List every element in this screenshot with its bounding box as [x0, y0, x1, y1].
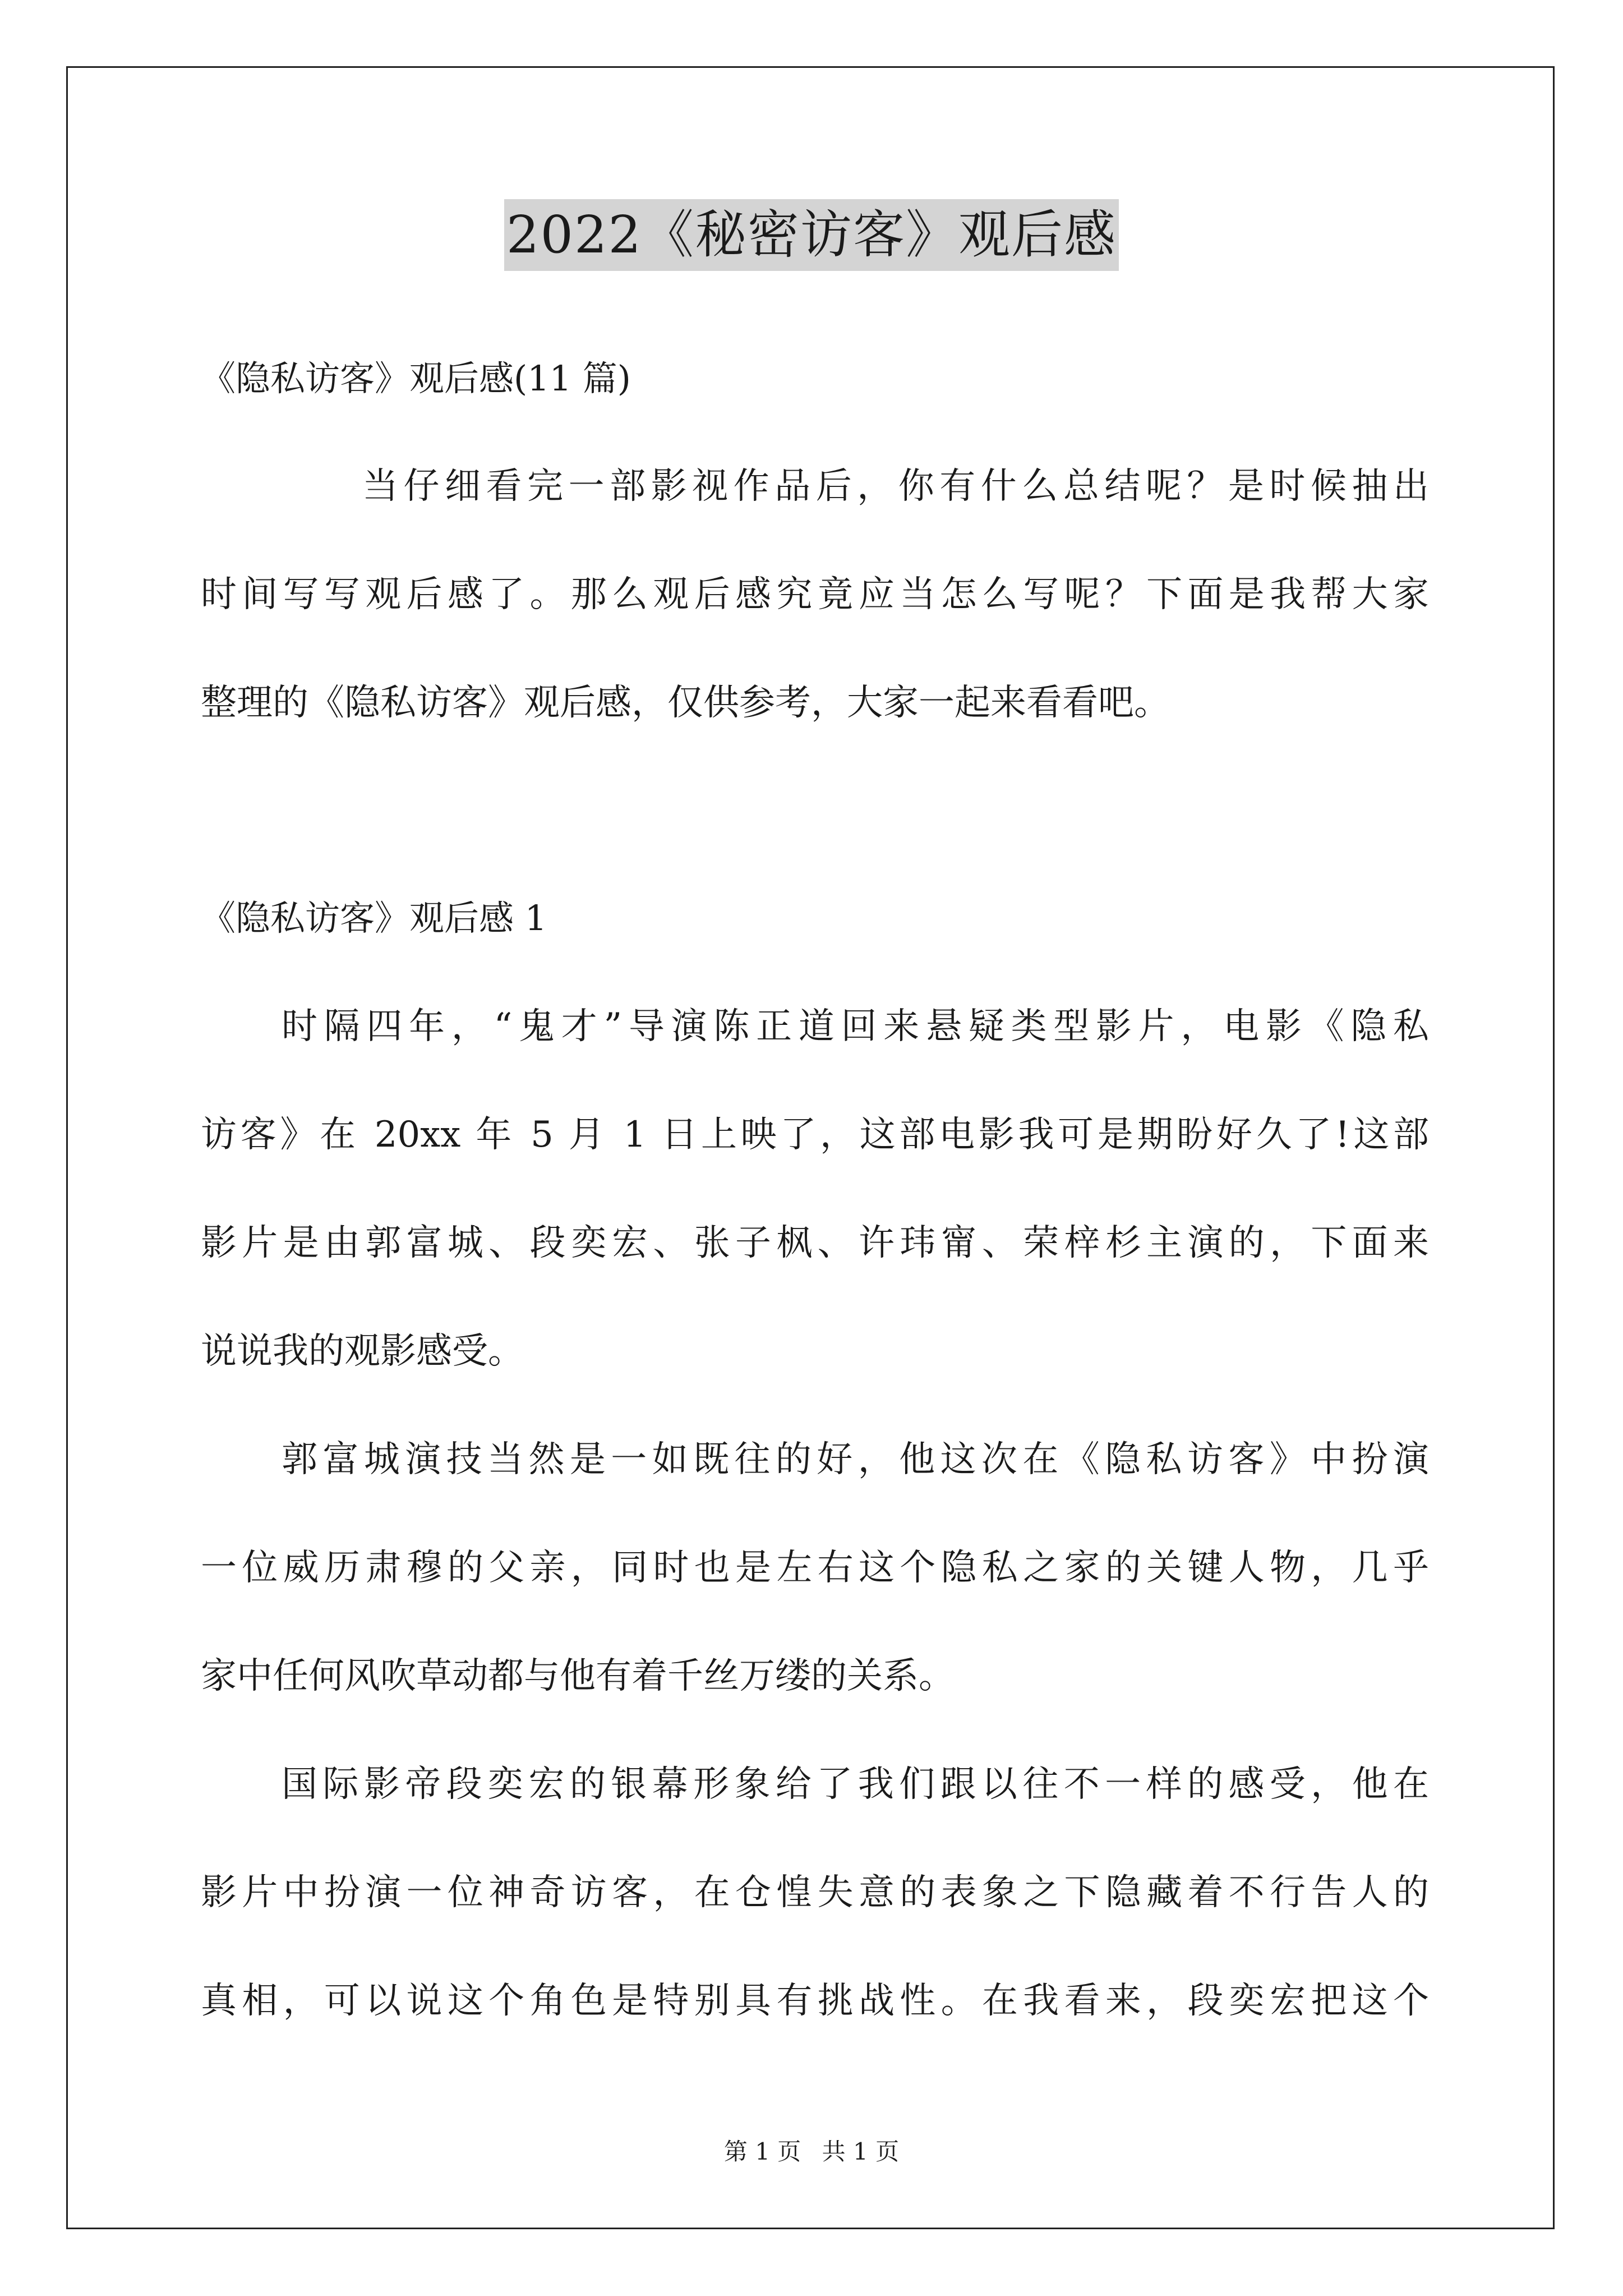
- para1-line-3: 影片是由郭富城、段奕宏、张子枫、许玮甯、荣梓杉主演的，下面来: [201, 1222, 1429, 1264]
- para1-line-1: 时隔四年，“鬼才”导演陈正道回来悬疑类型影片，电影《隐私: [282, 1006, 1429, 1047]
- intro-line-2: 时间写写观后感了。那么观后感究竟应当怎么写呢？下面是我帮大家: [201, 574, 1429, 615]
- intro-heading: 《隐私访客》观后感(11 篇): [201, 358, 631, 399]
- para1-line-2: 访客》在 20xx 年 5 月 1 日上映了，这部电影我可是期盼好久了!这部: [201, 1114, 1429, 1156]
- para3-line-2: 影片中扮演一位神奇访客，在仓惶失意的表象之下隐藏着不行告人的: [201, 1872, 1429, 1913]
- page-number: 第 1 页: [723, 2138, 801, 2165]
- para3-line-1: 国际影帝段奕宏的银幕形象给了我们跟以往不一样的感受，他在: [282, 1764, 1429, 1805]
- para2-line-3: 家中任何风吹草动都与他有着千丝万缕的关系。: [201, 1655, 955, 1697]
- para1-line-4: 说说我的观影感受。: [201, 1331, 524, 1372]
- intro-line-1: 当仔细看完一部影视作品后，你有什么总结呢？是时候抽出: [362, 466, 1429, 507]
- para2-line-1: 郭富城演技当然是一如既往的好，他这次在《隐私访客》中扮演: [282, 1439, 1429, 1480]
- para2-line-2: 一位威历肃穆的父亲，同时也是左右这个隐私之家的关键人物，几乎: [201, 1547, 1429, 1589]
- page-total: 共 1 页: [822, 2138, 900, 2165]
- page-footer: [0, 2136, 1623, 2168]
- title-container: [0, 199, 1623, 271]
- para3-line-3: 真相，可以说这个角色是特别具有挑战性。在我看来，段奕宏把这个: [201, 1980, 1429, 2022]
- document-title: 2022《秘密访客》观后感: [504, 199, 1119, 271]
- intro-line-3: 整理的《隐私访客》观后感，仅供参考，大家一起来看看吧。: [201, 682, 1170, 724]
- section1-heading: 《隐私访客》观后感 1: [201, 898, 547, 938]
